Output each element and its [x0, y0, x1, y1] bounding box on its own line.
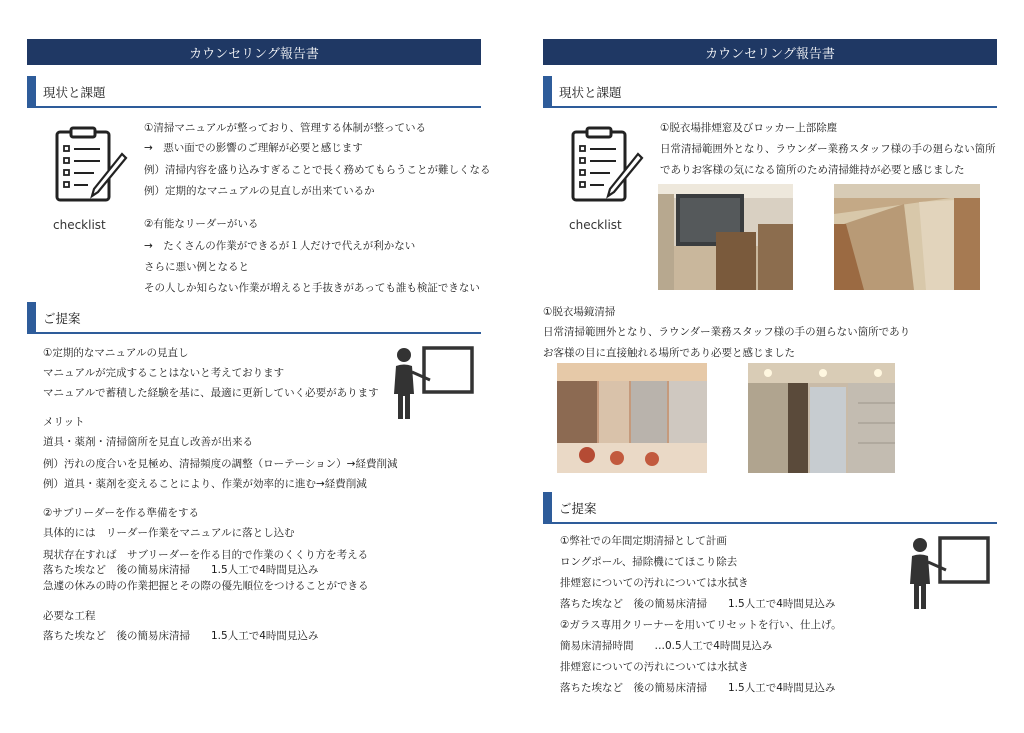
section-label: 現状と課題	[559, 85, 622, 100]
issue-line: ②有能なリーダーがいる	[144, 218, 259, 230]
left-title: カウンセリング報告書	[189, 46, 319, 62]
proposal-line: 現状存在すれば サブリーダーを作る目的で作業のくくり方を考える	[43, 549, 369, 561]
issue-line: 日常清掃範囲外となり、ラウンダー業務スタッフ様の手の廻らない箇所	[660, 143, 996, 155]
left-section-proposal	[27, 302, 481, 334]
right-title-bar	[543, 39, 997, 65]
checklist-icon	[54, 126, 128, 204]
proposal-line: メリット	[43, 416, 85, 428]
proposal-line: ロングポール、掃除機にてほこり除去	[560, 556, 738, 568]
section-marker	[27, 76, 36, 106]
presenter-icon	[390, 346, 476, 422]
issue-line: ①清掃マニュアルが整っており、管理する体制が整っている	[144, 122, 426, 134]
proposal-line: 例）道具・薬剤を変えることにより、作業が効率的に進む→経費削減	[43, 478, 367, 490]
proposal-line: 簡易床清掃時間 …0.5人工で4時間見込み	[560, 640, 773, 652]
proposal-line: 急遽の休みの時の作業把握とその際の優先順位をつけることができる	[43, 580, 369, 592]
proposal-line: マニュアルが完成することはないと考えております	[43, 367, 285, 379]
photo-lockers	[748, 363, 895, 473]
proposal-line: 道具・薬剤・清掃箇所を見直し改善が出来る	[43, 436, 253, 448]
section-label: ご提案	[559, 501, 597, 516]
proposal-line: ①定期的なマニュアルの見直し	[43, 347, 189, 359]
proposal-line: 排煙窓についての汚れについては水拭き	[560, 577, 749, 589]
checklist-icon	[570, 126, 644, 204]
section-marker	[543, 76, 552, 106]
section-label: 現状と課題	[43, 85, 106, 100]
proposal-line: マニュアルで蓄積した経験を基に、最適に更新していく必要があります	[43, 387, 379, 399]
proposal-line: 落ちた埃など 後の簡易床清掃 1.5人工で4時間見込み	[560, 682, 836, 694]
left-section-current	[27, 76, 481, 108]
photo-smoke-window	[658, 184, 793, 290]
right-section-proposal	[543, 492, 997, 524]
proposal-line: 落ちた埃など 後の簡易床清掃 1.5人工で4時間見込み	[43, 630, 319, 642]
right-section-current	[543, 76, 997, 108]
issue-line: 日常清掃範囲外となり、ラウンダー業務スタッフ様の手の廻らない箇所であり	[543, 326, 911, 338]
issue-line: ①脱衣場鏡清掃	[543, 306, 616, 318]
proposal-line: 必要な工程	[43, 610, 96, 622]
presenter-icon	[906, 536, 992, 612]
issue-line: 例）定期的なマニュアルの見直しが出来ているか	[144, 185, 375, 197]
issue-line: でありお客様の気になる箇所のため清掃維持が必要と感じました	[660, 164, 965, 176]
section-marker	[27, 302, 36, 332]
proposal-line: ②ガラス専用クリーナーを用いてリセットを行い、仕上げ。	[560, 619, 842, 631]
photo-locker-top	[834, 184, 980, 290]
section-label: ご提案	[43, 311, 81, 326]
checklist-label: checklist	[53, 218, 106, 232]
issue-line: → 悪い面での影響のご理解が必要と感じます	[144, 142, 363, 154]
proposal-line: 落ちた埃など 後の簡易床清掃 1.5人工で4時間見込み	[43, 564, 319, 576]
issue-line: 例）清掃内容を盛り込みすぎることで長く務めてもらうことが難しくなる	[144, 164, 491, 176]
issue-line: ①脱衣場排煙窓及びロッカー上部除塵	[660, 122, 838, 134]
right-title: カウンセリング報告書	[705, 46, 835, 62]
issue-line: その人しか知らない作業が増えると手抜きがあっても誰も検証できない	[144, 282, 480, 294]
proposal-line: 例）汚れの度合いを見極め、清掃頻度の調整（ローテーション）→経費削減	[43, 458, 398, 470]
checklist-label: checklist	[569, 218, 622, 232]
proposal-line: 排煙窓についての汚れについては水拭き	[560, 661, 749, 673]
proposal-line: ①弊社での年間定期清掃として計画	[560, 535, 727, 547]
issue-line: さらに悪い例となると	[144, 261, 249, 273]
proposal-line: 落ちた埃など 後の簡易床清掃 1.5人工で4時間見込み	[560, 598, 836, 610]
issue-line: お客様の目に直接触れる場所であり必要と感じました	[543, 347, 795, 359]
section-marker	[543, 492, 552, 522]
proposal-line: ②サブリーダーを作る準備をする	[43, 507, 199, 519]
left-title-bar	[27, 39, 481, 65]
proposal-line: 具体的には リーダー作業をマニュアルに落とし込む	[43, 527, 295, 539]
photo-mirrors	[557, 363, 707, 473]
issue-line: → たくさんの作業ができるが１人だけで代えが利かない	[144, 240, 416, 252]
